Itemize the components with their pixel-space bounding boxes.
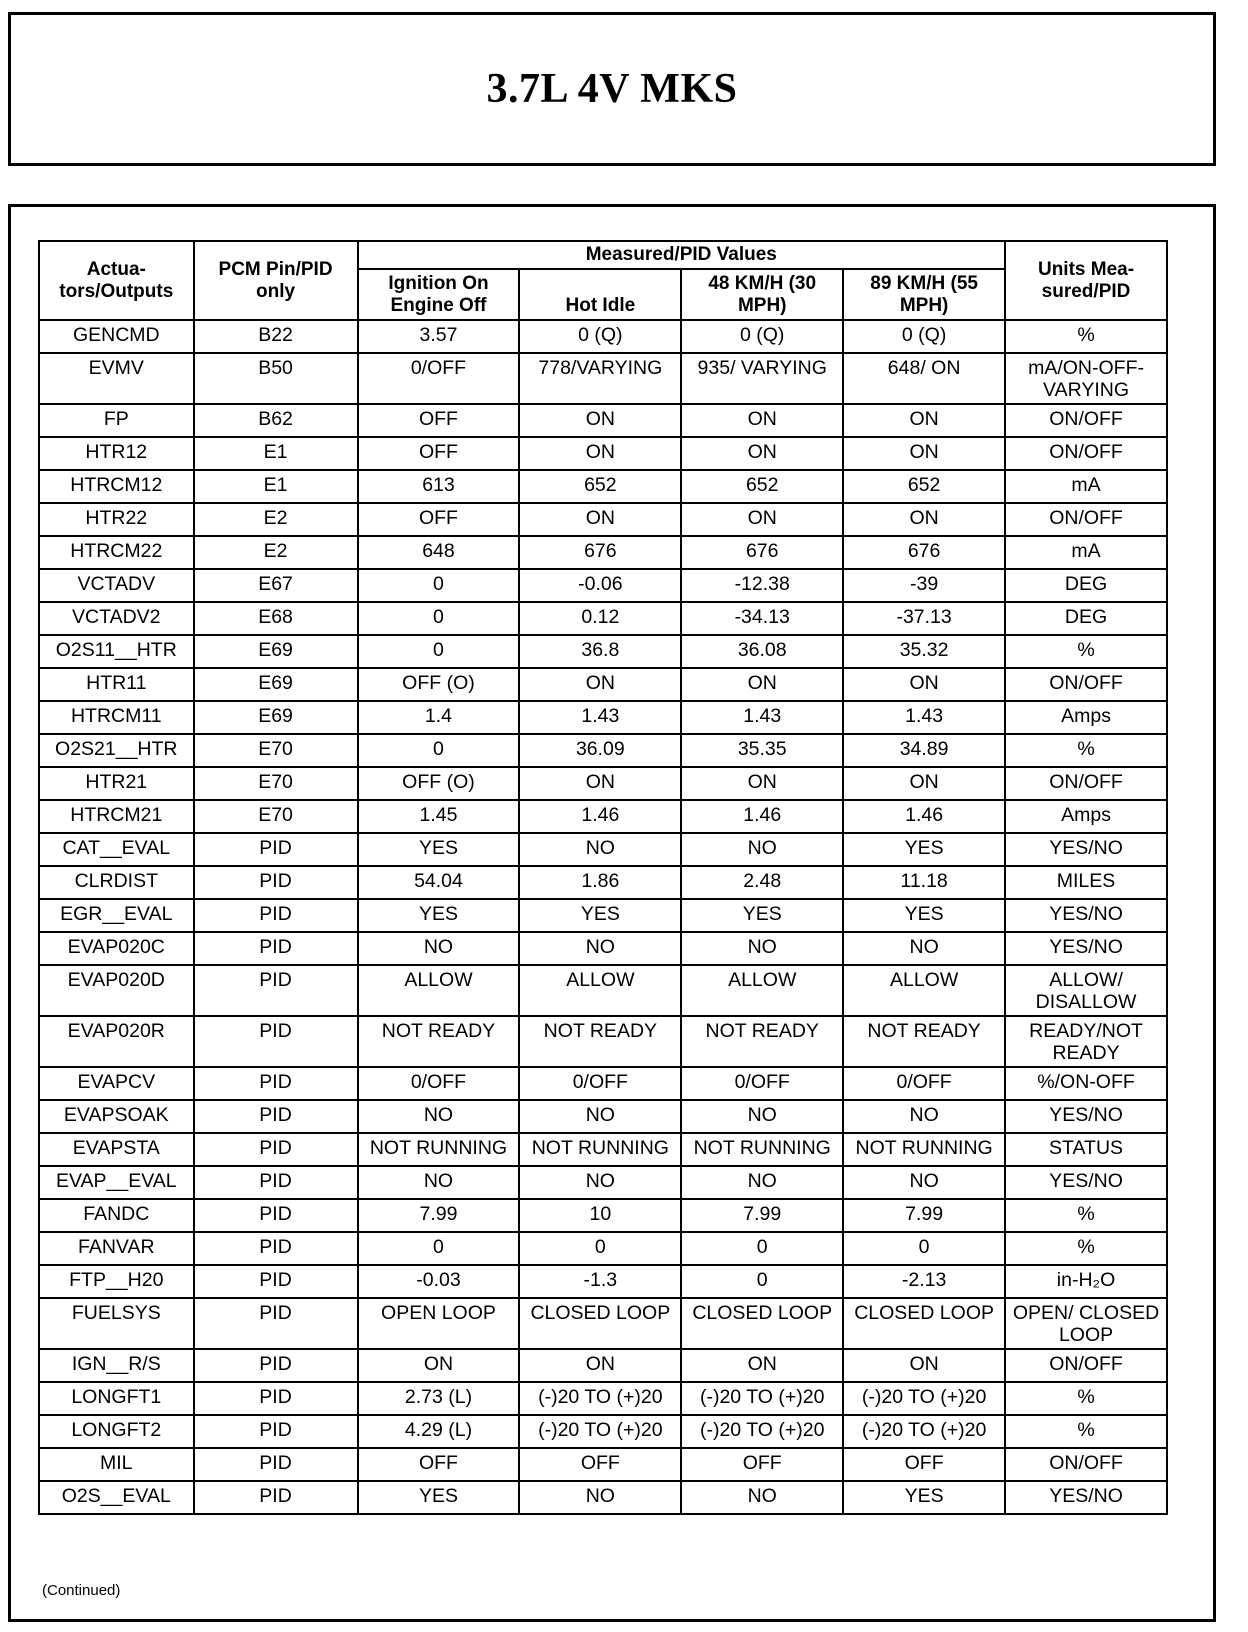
89kmh-cell: 34.89 xyxy=(843,734,1005,767)
ignition-on-cell: 54.04 xyxy=(358,866,520,899)
units-cell: READY/NOT READY xyxy=(1005,1016,1167,1067)
pcm-pin-cell: PID xyxy=(194,1448,358,1481)
pcm-pin-cell: PID xyxy=(194,1133,358,1166)
header-89kmh: 89 KM/H (55 MPH) xyxy=(843,269,1005,320)
actuator-cell: CAT__EVAL xyxy=(39,833,194,866)
table-row xyxy=(39,536,1167,569)
89kmh-cell: 676 xyxy=(843,536,1005,569)
pcm-pin-cell: E69 xyxy=(194,668,358,701)
table-row xyxy=(39,1349,1167,1382)
actuator-cell: FANDC xyxy=(39,1199,194,1232)
48kmh-cell: 35.35 xyxy=(681,734,843,767)
header-48kmh: 48 KM/H (30 MPH) xyxy=(681,269,843,320)
table-row xyxy=(39,1100,1167,1133)
ignition-on-cell: OPEN LOOP xyxy=(358,1298,520,1349)
hot-idle-cell: -0.06 xyxy=(519,569,681,602)
table-row xyxy=(39,800,1167,833)
actuator-cell: VCTADV xyxy=(39,569,194,602)
ignition-on-cell: ALLOW xyxy=(358,965,520,1016)
89kmh-cell: ON xyxy=(843,437,1005,470)
pcm-pin-cell: B22 xyxy=(194,320,358,353)
actuator-cell: HTRCM22 xyxy=(39,536,194,569)
89kmh-cell: 0 (Q) xyxy=(843,320,1005,353)
actuator-cell: O2S__EVAL xyxy=(39,1481,194,1514)
48kmh-cell: 36.08 xyxy=(681,635,843,668)
48kmh-cell: ON xyxy=(681,668,843,701)
89kmh-cell: NO xyxy=(843,1100,1005,1133)
ignition-on-cell: ON xyxy=(358,1349,520,1382)
ignition-on-cell: OFF xyxy=(358,503,520,536)
89kmh-cell: 35.32 xyxy=(843,635,1005,668)
table-row xyxy=(39,569,1167,602)
actuator-cell: O2S21__HTR xyxy=(39,734,194,767)
header-actuators: Actua-tors/Outputs xyxy=(39,241,194,320)
pcm-pin-cell: PID xyxy=(194,1166,358,1199)
hot-idle-cell: 652 xyxy=(519,470,681,503)
hot-idle-cell: ALLOW xyxy=(519,965,681,1016)
ignition-on-cell: NO xyxy=(358,1100,520,1133)
89kmh-cell: NOT READY xyxy=(843,1016,1005,1067)
48kmh-cell: -12.38 xyxy=(681,569,843,602)
table-row xyxy=(39,701,1167,734)
units-cell: ON/OFF xyxy=(1005,1448,1167,1481)
89kmh-cell: ALLOW xyxy=(843,965,1005,1016)
actuator-cell: HTRCM21 xyxy=(39,800,194,833)
ignition-on-cell: NO xyxy=(358,1166,520,1199)
48kmh-cell: 0 (Q) xyxy=(681,320,843,353)
page-title: 3.7L 4V MKS xyxy=(486,66,738,112)
actuator-cell: EVAP020C xyxy=(39,932,194,965)
ignition-on-cell: OFF (O) xyxy=(358,668,520,701)
units-cell: % xyxy=(1005,635,1167,668)
48kmh-cell: NOT READY xyxy=(681,1016,843,1067)
actuator-cell: HTRCM12 xyxy=(39,470,194,503)
89kmh-cell: 7.99 xyxy=(843,1199,1005,1232)
ignition-on-cell: 3.57 xyxy=(358,320,520,353)
pcm-pin-cell: PID xyxy=(194,1100,358,1133)
actuator-cell: CLRDIST xyxy=(39,866,194,899)
89kmh-cell: 1.43 xyxy=(843,701,1005,734)
ignition-on-cell: 0 xyxy=(358,569,520,602)
89kmh-cell: 1.46 xyxy=(843,800,1005,833)
ignition-on-cell: OFF xyxy=(358,437,520,470)
actuator-cell: VCTADV2 xyxy=(39,602,194,635)
units-cell: DEG xyxy=(1005,569,1167,602)
units-cell: ON/OFF xyxy=(1005,437,1167,470)
ignition-on-cell: OFF (O) xyxy=(358,767,520,800)
ignition-on-cell: 1.45 xyxy=(358,800,520,833)
48kmh-cell: 676 xyxy=(681,536,843,569)
units-cell: % xyxy=(1005,1199,1167,1232)
table-row xyxy=(39,899,1167,932)
pcm-pin-cell: E2 xyxy=(194,536,358,569)
ignition-on-cell: OFF xyxy=(358,1448,520,1481)
pcm-pin-cell: PID xyxy=(194,932,358,965)
units-cell: % xyxy=(1005,1232,1167,1265)
48kmh-cell: ON xyxy=(681,767,843,800)
actuator-cell: LONGFT1 xyxy=(39,1382,194,1415)
units-cell: mA xyxy=(1005,536,1167,569)
89kmh-cell: -2.13 xyxy=(843,1265,1005,1298)
pid-values-table xyxy=(38,240,1168,1515)
table-row xyxy=(39,404,1167,437)
48kmh-cell: ON xyxy=(681,437,843,470)
ignition-on-cell: 648 xyxy=(358,536,520,569)
table-row xyxy=(39,833,1167,866)
table-row xyxy=(39,1166,1167,1199)
table-row xyxy=(39,1199,1167,1232)
48kmh-cell: NO xyxy=(681,932,843,965)
hot-idle-cell: CLOSED LOOP xyxy=(519,1298,681,1349)
actuator-cell: MIL xyxy=(39,1448,194,1481)
hot-idle-cell: 1.46 xyxy=(519,800,681,833)
hot-idle-cell: YES xyxy=(519,899,681,932)
units-cell: DEG xyxy=(1005,602,1167,635)
48kmh-cell: NO xyxy=(681,1166,843,1199)
48kmh-cell: 0 xyxy=(681,1232,843,1265)
units-cell: ON/OFF xyxy=(1005,767,1167,800)
units-cell: ON/OFF xyxy=(1005,668,1167,701)
table-row xyxy=(39,353,1167,404)
units-cell: YES/NO xyxy=(1005,1481,1167,1514)
pcm-pin-cell: E67 xyxy=(194,569,358,602)
units-cell: ON/OFF xyxy=(1005,503,1167,536)
pcm-pin-cell: PID xyxy=(194,1481,358,1514)
48kmh-cell: NO xyxy=(681,1481,843,1514)
89kmh-cell: ON xyxy=(843,668,1005,701)
table-row xyxy=(39,1067,1167,1100)
units-cell: Amps xyxy=(1005,800,1167,833)
table-row xyxy=(39,1448,1167,1481)
hot-idle-cell: NOT RUNNING xyxy=(519,1133,681,1166)
ignition-on-cell: 0/OFF xyxy=(358,353,520,404)
48kmh-cell: 7.99 xyxy=(681,1199,843,1232)
48kmh-cell: (-)20 TO (+)20 xyxy=(681,1382,843,1415)
ignition-on-cell: 4.29 (L) xyxy=(358,1415,520,1448)
actuator-cell: FP xyxy=(39,404,194,437)
89kmh-cell: 0 xyxy=(843,1232,1005,1265)
units-cell: Amps xyxy=(1005,701,1167,734)
actuator-cell: EGR__EVAL xyxy=(39,899,194,932)
hot-idle-cell: 778/VARYING xyxy=(519,353,681,404)
89kmh-cell: (-)20 TO (+)20 xyxy=(843,1382,1005,1415)
units-cell: % xyxy=(1005,1382,1167,1415)
table-row xyxy=(39,602,1167,635)
table-row xyxy=(39,1232,1167,1265)
89kmh-cell: 0/OFF xyxy=(843,1067,1005,1100)
hot-idle-cell: (-)20 TO (+)20 xyxy=(519,1382,681,1415)
48kmh-cell: CLOSED LOOP xyxy=(681,1298,843,1349)
table-row xyxy=(39,503,1167,536)
table-row xyxy=(39,1415,1167,1448)
48kmh-cell: 652 xyxy=(681,470,843,503)
ignition-on-cell: 0 xyxy=(358,734,520,767)
pcm-pin-cell: E1 xyxy=(194,470,358,503)
89kmh-cell: NOT RUNNING xyxy=(843,1133,1005,1166)
pcm-pin-cell: E2 xyxy=(194,503,358,536)
89kmh-cell: -39 xyxy=(843,569,1005,602)
pcm-pin-cell: PID xyxy=(194,1016,358,1067)
89kmh-cell: NO xyxy=(843,1166,1005,1199)
hot-idle-cell: 0/OFF xyxy=(519,1067,681,1100)
hot-idle-cell: 1.43 xyxy=(519,701,681,734)
header-hot-idle: Hot Idle xyxy=(519,269,681,320)
units-cell: % xyxy=(1005,734,1167,767)
actuator-cell: EVAPSOAK xyxy=(39,1100,194,1133)
48kmh-cell: YES xyxy=(681,899,843,932)
table-row xyxy=(39,1298,1167,1349)
actuator-cell: FANVAR xyxy=(39,1232,194,1265)
actuator-cell: HTR12 xyxy=(39,437,194,470)
header-ignition-on: Ignition On Engine Off xyxy=(358,269,520,320)
actuator-cell: HTR21 xyxy=(39,767,194,800)
pcm-pin-cell: PID xyxy=(194,1232,358,1265)
hot-idle-cell: NO xyxy=(519,1481,681,1514)
pcm-pin-cell: PID xyxy=(194,866,358,899)
89kmh-cell: 648/ ON xyxy=(843,353,1005,404)
hot-idle-cell: ON xyxy=(519,404,681,437)
table-row xyxy=(39,1265,1167,1298)
ignition-on-cell: YES xyxy=(358,899,520,932)
ignition-on-cell: NOT READY xyxy=(358,1016,520,1067)
actuator-cell: EVAPCV xyxy=(39,1067,194,1100)
89kmh-cell: CLOSED LOOP xyxy=(843,1298,1005,1349)
hot-idle-cell: NO xyxy=(519,1166,681,1199)
48kmh-cell: 935/ VARYING xyxy=(681,353,843,404)
hot-idle-cell: ON xyxy=(519,767,681,800)
48kmh-cell: 0/OFF xyxy=(681,1067,843,1100)
units-cell: ALLOW/ DISALLOW xyxy=(1005,965,1167,1016)
89kmh-cell: 11.18 xyxy=(843,866,1005,899)
48kmh-cell: 1.46 xyxy=(681,800,843,833)
89kmh-cell: NO xyxy=(843,932,1005,965)
table-row xyxy=(39,470,1167,503)
units-cell: YES/NO xyxy=(1005,1100,1167,1133)
table-row xyxy=(39,320,1167,353)
hot-idle-cell: ON xyxy=(519,1349,681,1382)
pcm-pin-cell: PID xyxy=(194,899,358,932)
48kmh-cell: ALLOW xyxy=(681,965,843,1016)
units-cell: YES/NO xyxy=(1005,899,1167,932)
hot-idle-cell: OFF xyxy=(519,1448,681,1481)
pcm-pin-cell: E1 xyxy=(194,437,358,470)
units-cell: YES/NO xyxy=(1005,1166,1167,1199)
units-cell: STATUS xyxy=(1005,1133,1167,1166)
ignition-on-cell: 0 xyxy=(358,635,520,668)
48kmh-cell: 1.43 xyxy=(681,701,843,734)
pcm-pin-cell: PID xyxy=(194,1298,358,1349)
ignition-on-cell: 2.73 (L) xyxy=(358,1382,520,1415)
89kmh-cell: YES xyxy=(843,899,1005,932)
units-cell: OPEN/ CLOSED LOOP xyxy=(1005,1298,1167,1349)
units-cell: mA xyxy=(1005,470,1167,503)
ignition-on-cell: 7.99 xyxy=(358,1199,520,1232)
header-pcm-pin: PCM Pin/PID only xyxy=(194,241,358,320)
actuator-cell: LONGFT2 xyxy=(39,1415,194,1448)
pcm-pin-cell: E69 xyxy=(194,701,358,734)
table-row xyxy=(39,767,1167,800)
actuator-cell: FUELSYS xyxy=(39,1298,194,1349)
hot-idle-cell: 676 xyxy=(519,536,681,569)
actuator-cell: EVAPSTA xyxy=(39,1133,194,1166)
pcm-pin-cell: E70 xyxy=(194,800,358,833)
pcm-pin-cell: B62 xyxy=(194,404,358,437)
hot-idle-cell: ON xyxy=(519,668,681,701)
units-cell: ON/OFF xyxy=(1005,404,1167,437)
table-row xyxy=(39,1016,1167,1067)
table-body xyxy=(39,320,1167,1514)
units-cell: YES/NO xyxy=(1005,833,1167,866)
pcm-pin-cell: PID xyxy=(194,1199,358,1232)
header-measured-group: Measured/PID Values xyxy=(358,241,1006,269)
hot-idle-cell: (-)20 TO (+)20 xyxy=(519,1415,681,1448)
89kmh-cell: ON xyxy=(843,767,1005,800)
actuator-cell: EVMV xyxy=(39,353,194,404)
table-row xyxy=(39,1481,1167,1514)
ignition-on-cell: 0 xyxy=(358,602,520,635)
hot-idle-cell: ON xyxy=(519,503,681,536)
ignition-on-cell: YES xyxy=(358,1481,520,1514)
hot-idle-cell: 0 xyxy=(519,1232,681,1265)
table-row xyxy=(39,866,1167,899)
units-cell: ON/OFF xyxy=(1005,1349,1167,1382)
ignition-on-cell: NO xyxy=(358,932,520,965)
actuator-cell: IGN__R/S xyxy=(39,1349,194,1382)
title-box xyxy=(8,12,1216,166)
89kmh-cell: YES xyxy=(843,1481,1005,1514)
table-row xyxy=(39,1382,1167,1415)
48kmh-cell: OFF xyxy=(681,1448,843,1481)
89kmh-cell: 652 xyxy=(843,470,1005,503)
hot-idle-cell: 36.09 xyxy=(519,734,681,767)
48kmh-cell: 0 xyxy=(681,1265,843,1298)
ignition-on-cell: 0/OFF xyxy=(358,1067,520,1100)
89kmh-cell: OFF xyxy=(843,1448,1005,1481)
pcm-pin-cell: PID xyxy=(194,833,358,866)
89kmh-cell: ON xyxy=(843,404,1005,437)
table-row xyxy=(39,437,1167,470)
89kmh-cell: YES xyxy=(843,833,1005,866)
48kmh-cell: NOT RUNNING xyxy=(681,1133,843,1166)
table-row xyxy=(39,965,1167,1016)
pcm-pin-cell: PID xyxy=(194,1349,358,1382)
48kmh-cell: NO xyxy=(681,833,843,866)
hot-idle-cell: 0 (Q) xyxy=(519,320,681,353)
units-cell: in-H₂O xyxy=(1005,1265,1167,1298)
48kmh-cell: ON xyxy=(681,404,843,437)
pcm-pin-cell: PID xyxy=(194,1382,358,1415)
table-row xyxy=(39,668,1167,701)
89kmh-cell: ON xyxy=(843,1349,1005,1382)
48kmh-cell: 2.48 xyxy=(681,866,843,899)
actuator-cell: HTR11 xyxy=(39,668,194,701)
hot-idle-cell: ON xyxy=(519,437,681,470)
units-cell: mA/ON-OFF-VARYING xyxy=(1005,353,1167,404)
pcm-pin-cell: PID xyxy=(194,965,358,1016)
actuator-cell: GENCMD xyxy=(39,320,194,353)
actuator-cell: HTRCM11 xyxy=(39,701,194,734)
48kmh-cell: -34.13 xyxy=(681,602,843,635)
hot-idle-cell: NOT READY xyxy=(519,1016,681,1067)
hot-idle-cell: 1.86 xyxy=(519,866,681,899)
actuator-cell: EVAP020R xyxy=(39,1016,194,1067)
48kmh-cell: ON xyxy=(681,1349,843,1382)
table-row xyxy=(39,635,1167,668)
hot-idle-cell: NO xyxy=(519,932,681,965)
48kmh-cell: NO xyxy=(681,1100,843,1133)
pcm-pin-cell: B50 xyxy=(194,353,358,404)
hot-idle-cell: -1.3 xyxy=(519,1265,681,1298)
pcm-pin-cell: E69 xyxy=(194,635,358,668)
ignition-on-cell: 0 xyxy=(358,1232,520,1265)
ignition-on-cell: OFF xyxy=(358,404,520,437)
units-cell: YES/NO xyxy=(1005,932,1167,965)
units-cell: MILES xyxy=(1005,866,1167,899)
actuator-cell: EVAP__EVAL xyxy=(39,1166,194,1199)
hot-idle-cell: NO xyxy=(519,833,681,866)
pcm-pin-cell: PID xyxy=(194,1415,358,1448)
89kmh-cell: ON xyxy=(843,503,1005,536)
table-row xyxy=(39,932,1167,965)
units-cell: %/ON-OFF xyxy=(1005,1067,1167,1100)
hot-idle-cell: 10 xyxy=(519,1199,681,1232)
continued-note: (Continued) xyxy=(42,1582,121,1599)
48kmh-cell: (-)20 TO (+)20 xyxy=(681,1415,843,1448)
pcm-pin-cell: PID xyxy=(194,1067,358,1100)
table-row xyxy=(39,734,1167,767)
ignition-on-cell: 1.4 xyxy=(358,701,520,734)
table-row xyxy=(39,1133,1167,1166)
hot-idle-cell: 0.12 xyxy=(519,602,681,635)
actuator-cell: O2S11__HTR xyxy=(39,635,194,668)
pcm-pin-cell: PID xyxy=(194,1265,358,1298)
ignition-on-cell: -0.03 xyxy=(358,1265,520,1298)
units-cell: % xyxy=(1005,320,1167,353)
pcm-pin-cell: E70 xyxy=(194,767,358,800)
actuator-cell: HTR22 xyxy=(39,503,194,536)
ignition-on-cell: 613 xyxy=(358,470,520,503)
pcm-pin-cell: E70 xyxy=(194,734,358,767)
actuator-cell: EVAP020D xyxy=(39,965,194,1016)
ignition-on-cell: YES xyxy=(358,833,520,866)
ignition-on-cell: NOT RUNNING xyxy=(358,1133,520,1166)
actuator-cell: FTP__H20 xyxy=(39,1265,194,1298)
hot-idle-cell: NO xyxy=(519,1100,681,1133)
89kmh-cell: -37.13 xyxy=(843,602,1005,635)
pcm-pin-cell: E68 xyxy=(194,602,358,635)
units-cell: % xyxy=(1005,1415,1167,1448)
89kmh-cell: (-)20 TO (+)20 xyxy=(843,1415,1005,1448)
hot-idle-cell: 36.8 xyxy=(519,635,681,668)
header-units: Units Mea-sured/PID xyxy=(1005,241,1167,320)
48kmh-cell: ON xyxy=(681,503,843,536)
